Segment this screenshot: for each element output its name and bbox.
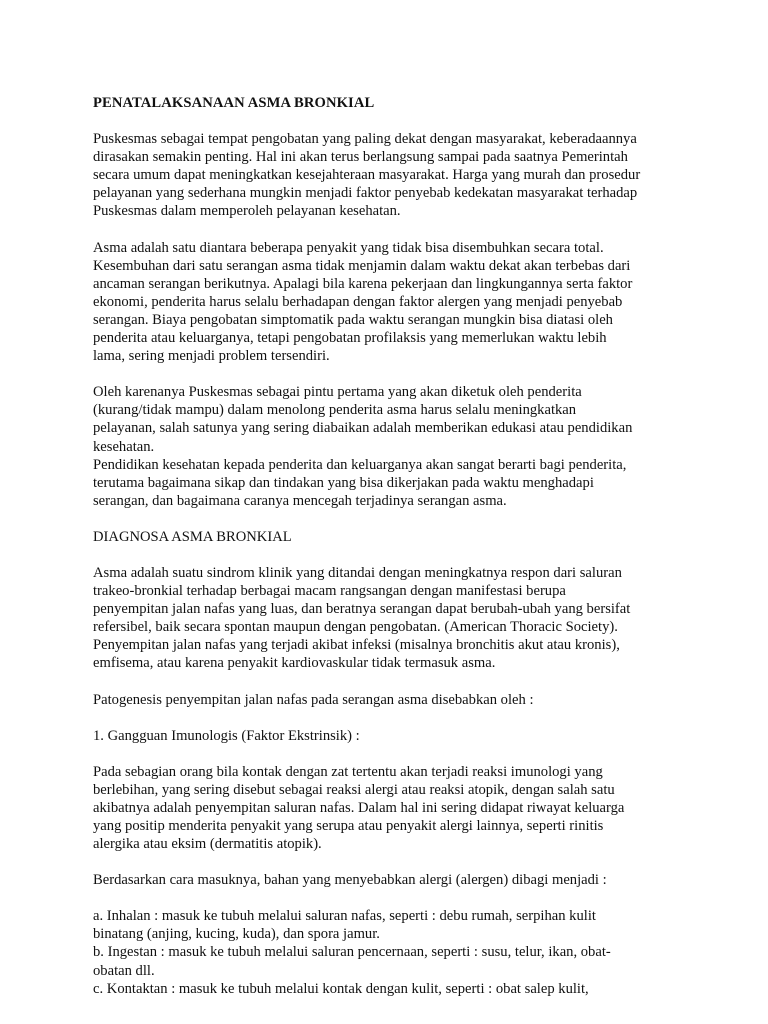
text-line: kesehatan. <box>93 438 155 455</box>
spacer <box>93 673 708 691</box>
text-line: Pendidikan kesehatan kepada penderita dan keluarganya akan sangat berarti bagi penderita, <box>93 456 627 473</box>
text-line: penyempitan jalan nafas yang luas, dan beratnya serangan dapat berubah-ubah yang bersifat <box>93 601 631 618</box>
text-line: Asma adalah suatu sindrom klinik yang ditandai dengan meningkatnya respon dari saluran <box>93 564 622 581</box>
paragraph-patogenesis: Patogenesis penyempitan jalan nafas pada serangan asma disebabkan oleh : <box>93 691 534 708</box>
list-item: obatan dll. <box>93 962 155 979</box>
text-line: Oleh karenanya Puskesmas sebagai pintu pertama yang akan diketuk oleh penderita <box>93 384 582 401</box>
text-line: serangan. Biaya pengobatan simptomatik pada waktu serangan mungkin bisa diatasi oleh <box>93 311 613 328</box>
text-line: Puskesmas sebagai tempat pengobatan yang paling dekat dengan masyarakat, keberadaannya <box>93 131 637 148</box>
text-line: ekonomi, penderita harus selalu berhadapan dengan faktor alergen yang menjadi penyebab <box>93 293 623 310</box>
list-item: c. Kontaktan : masuk ke tubuh melalui kontak dengan kulit, seperti : obat salep kulit, <box>93 980 589 997</box>
list-heading-imunologis: 1. Gangguan Imunologis (Faktor Ekstrinsik) : <box>93 727 360 744</box>
text-line: yang positip menderita penyakit yang serupa atau penyakit alergi lainnya, seperti rinitis <box>93 818 604 834</box>
paragraph-alergen-classification: Berdasarkan cara masuknya, bahan yang menyebabkan alergi (alergen) dibagi menjadi : <box>93 872 607 889</box>
paragraph-reaksi-alergi <box>93 763 708 853</box>
text-line: pelayanan, salah satunya yang sering diabaikan adalah memberikan edukasi atau pendidikan <box>93 420 633 437</box>
spacer <box>93 122 708 130</box>
text-line: secara umum dapat meningkatkan kesejahteraan masyarakat. Harga yang murah dan prosedur <box>93 167 641 184</box>
spacer <box>93 853 708 871</box>
text-line: emfisema, atau karena penyakit kardiovaskular tidak termasuk asma. <box>93 655 496 672</box>
spacer <box>93 889 708 907</box>
spacer <box>93 365 708 383</box>
paragraph-diagnosa-definition <box>93 564 708 673</box>
list-item: binatang (anjing, kucing, kuda), dan spora jamur. <box>93 926 380 943</box>
text-line: berlebihan, yang sering disebut sebagai reaksi alergi atau reaksi atopik, dengan salah satu <box>93 781 615 798</box>
text-line: Asma adalah satu diantara beberapa penyakit yang tidak bisa disembuhkan secara total. <box>93 239 604 256</box>
spacer <box>93 709 708 727</box>
list-item: a. Inhalan : masuk ke tubuh melalui saluran nafas, seperti : debu rumah, serpihan kulit <box>93 908 596 925</box>
text-line: ancaman serangan berikutnya. Apalagi bila karena pekerjaan dan lingkungannya serta faktor <box>93 275 633 292</box>
text-line: trakeo-bronkial terhadap berbagai macam rangsangan dengan manifestasi berupa <box>93 583 566 600</box>
paragraph-asma-definition <box>93 239 708 366</box>
paragraph-education <box>93 383 708 510</box>
text-line: akibatnya adalah penyempitan saluran nafas. Dalam hal ini sering didapat riwayat keluarga <box>93 799 625 816</box>
paragraph-intro-puskesmas <box>93 130 708 220</box>
spacer <box>93 221 708 239</box>
spacer <box>93 510 708 528</box>
text-line: Penyempitan jalan nafas yang terjadi akibat infeksi (misalnya bronchitis akut atau kronis), <box>93 637 620 654</box>
document-title: PENATALAKSANAAN ASMA BRONKIAL <box>93 95 375 111</box>
text-line: serangan, dan bagaimana caranya mencegah terjadinya serangan asma. <box>93 492 507 509</box>
text-line: Puskesmas dalam memperoleh pelayanan kesehatan. <box>93 203 401 220</box>
list-item: b. Ingestan : masuk ke tubuh melalui saluran pencernaan, seperti : susu, telur, ikan, obat- <box>93 944 611 961</box>
text-line: penderita atau keluarganya, tetapi pengobatan profilaksis yang memerlukan waktu lebih <box>93 330 607 347</box>
spacer <box>93 546 708 564</box>
spacer <box>93 745 708 763</box>
text-line: (kurang/tidak mampu) dalam menolong penderita asma harus selalu meningkatkan <box>93 402 577 419</box>
text-line: Kesembuhan dari satu serangan asma tidak menjamin dalam waktu dekat akan terbebas dari <box>93 257 631 274</box>
section-heading-diagnosa: DIAGNOSA ASMA BRONKIAL <box>93 528 292 545</box>
text-line: lama, sering menjadi problem tersendiri. <box>93 348 330 365</box>
text-line: pelayanan yang sederhana mungkin menjadi faktor penyebab kedekatan masyarakat terhadap <box>93 185 638 202</box>
text-line: dirasakan semakin penting. Hal ini akan terus berlangsung sampai pada saatnya Pemerintah <box>93 149 628 166</box>
list-alergen-types <box>93 907 708 997</box>
text-line: terutama bagaimana sikap dan tindakan yang bisa dikerjakan pada waktu menghadapi <box>93 474 594 491</box>
text-line: refersibel, baik secara spontan maupun dengan pengobatan. (American Thoracic Society). <box>93 619 618 636</box>
text-line: alergika atau eksim (dermatitis atopik). <box>93 836 322 853</box>
text-line: Pada sebagian orang bila kontak dengan zat tertentu akan terjadi reaksi imunologi yang <box>93 763 603 780</box>
